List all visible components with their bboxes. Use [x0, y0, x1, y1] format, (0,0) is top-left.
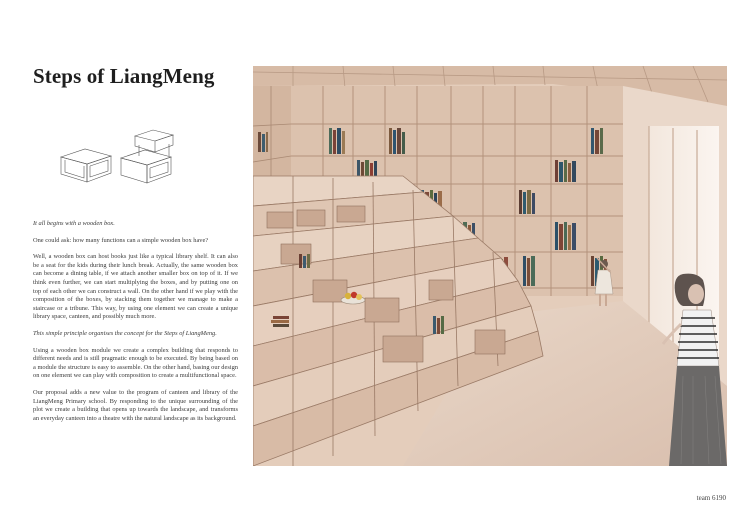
body-text [33, 220, 238, 431]
paragraph-principle: This simple principle organises the concept for the Steps of LiangMeng. [33, 329, 217, 337]
paragraph-intro: It all begins with a wooden box. [33, 220, 115, 227]
stacked-box-sketch [121, 130, 173, 183]
wooden-box-sketches [55, 120, 185, 190]
paragraph-proposal: Our proposal adds a new value to the program of canteen and library of the LiangMeng Primary school. By responding to the unique surrounding of the plot we create a building that opens up towards the landscape, and transforms an everyday canteen into a theatre with the natural landscape as its background. [33, 388, 238, 422]
team-label: team 6190 [696, 494, 726, 502]
paragraph-question: One could ask: how many functions can a simple wooden box have? [33, 236, 209, 244]
paragraph-box-functions: Well, a wooden box can host books just like a typical library shelf. It can also be a seat for the kids during their lunch break. Actually, the same wooden box can become a dining table, if we attach another smaller box on top of it. If we think even further, we can start multiplying the boxes, and by putting one on top of each other we can construct a wall. On the other hand if we play with the composition of the boxes, by stacking them together we manage to make a staircase or a tribune. This way, by using one element we can create a unique library space, canteen, and possibly much more. [33, 253, 238, 321]
paragraph-module: Using a wooden box module we create a complex building that responds to different needs and is still pragmatic enough to be executed. By being based on a module the structure is easy to assemble. On the other hand, basing our design on one element we can play with composition to create a multifunctional space. [33, 346, 238, 380]
single-box-sketch [61, 149, 111, 182]
page-title: Steps of LiangMeng [33, 64, 215, 88]
interior-rendering [253, 66, 727, 466]
